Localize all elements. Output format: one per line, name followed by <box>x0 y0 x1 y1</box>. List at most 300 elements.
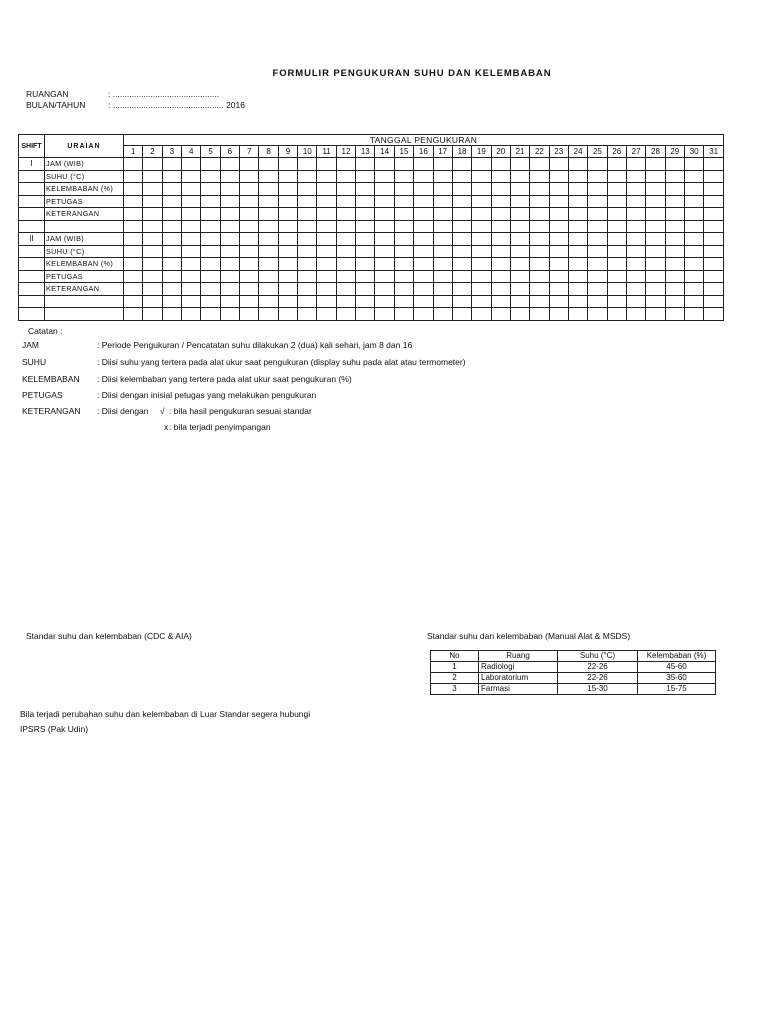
entry-cell <box>143 245 162 258</box>
entry-cell <box>626 258 645 271</box>
entry-cell <box>124 183 143 196</box>
note-term: KETERANGAN <box>22 406 81 416</box>
entry-cell <box>317 258 336 271</box>
note-keterangan-cont <box>0 422 740 432</box>
entry-cell <box>124 208 143 221</box>
entry-cell <box>201 233 220 246</box>
entry-cell <box>568 295 587 308</box>
entry-cell <box>684 220 703 233</box>
entry-cell <box>626 158 645 171</box>
entry-cell <box>414 270 433 283</box>
column-header-suhu: Suhu (°C) <box>558 651 638 662</box>
entry-cell <box>607 220 626 233</box>
entry-cell <box>510 158 529 171</box>
entry-cell <box>278 308 297 321</box>
entry-cell <box>588 270 607 283</box>
entry-cell <box>317 195 336 208</box>
uraian-header: URAIAN <box>45 135 124 158</box>
entry-cell <box>220 233 239 246</box>
day-number: 26 <box>607 146 626 158</box>
entry-cell <box>433 308 452 321</box>
entry-cell <box>162 208 181 221</box>
entry-cell <box>626 220 645 233</box>
entry-cell <box>549 195 568 208</box>
entry-cell <box>549 245 568 258</box>
entry-cell <box>684 308 703 321</box>
entry-cell <box>259 220 278 233</box>
entry-cell <box>220 258 239 271</box>
entry-cell <box>414 195 433 208</box>
entry-cell <box>684 258 703 271</box>
entry-cell <box>530 208 549 221</box>
entry-cell <box>375 170 394 183</box>
entry-cell <box>646 208 665 221</box>
shift-cell <box>19 270 45 283</box>
entry-cell <box>704 220 724 233</box>
entry-cell <box>124 295 143 308</box>
entry-cell <box>201 308 220 321</box>
entry-cell <box>704 158 724 171</box>
entry-cell <box>162 158 181 171</box>
entry-cell <box>665 258 684 271</box>
entry-cell <box>684 283 703 296</box>
entry-cell <box>124 283 143 296</box>
entry-cell <box>646 270 665 283</box>
entry-cell <box>549 258 568 271</box>
entry-cell <box>240 170 259 183</box>
day-number: 16 <box>414 146 433 158</box>
table-row <box>431 662 716 673</box>
entry-cell <box>646 258 665 271</box>
entry-cell <box>394 258 413 271</box>
day-number: 22 <box>530 146 549 158</box>
note-term: JAM <box>22 340 39 350</box>
entry-cell <box>704 283 724 296</box>
entry-cell <box>259 270 278 283</box>
entry-cell <box>472 195 491 208</box>
entry-cell <box>375 220 394 233</box>
entry-cell <box>568 233 587 246</box>
entry-cell <box>452 270 471 283</box>
table-row <box>19 195 724 208</box>
entry-cell <box>607 270 626 283</box>
entry-cell <box>259 170 278 183</box>
entry-cell <box>298 158 317 171</box>
day-number: 24 <box>568 146 587 158</box>
table-row <box>19 295 724 308</box>
entry-cell <box>452 245 471 258</box>
bulan-tahun-label: BULAN/TAHUN <box>26 100 86 110</box>
entry-cell <box>124 270 143 283</box>
day-number: 25 <box>588 146 607 158</box>
entry-cell <box>646 195 665 208</box>
entry-cell <box>259 283 278 296</box>
table-row <box>19 283 724 296</box>
mark-description: : bila terjadi penyimpangan <box>169 422 271 432</box>
entry-cell <box>182 195 201 208</box>
entry-cell <box>452 283 471 296</box>
uraian-cell: PETUGAS <box>45 270 124 283</box>
entry-cell <box>240 208 259 221</box>
entry-cell <box>704 170 724 183</box>
entry-cell <box>684 170 703 183</box>
day-number: 18 <box>452 146 471 158</box>
entry-cell <box>240 295 259 308</box>
entry-cell <box>240 270 259 283</box>
cell-no: 1 <box>431 662 479 673</box>
entry-cell <box>433 258 452 271</box>
entry-cell <box>259 308 278 321</box>
entry-cell <box>568 270 587 283</box>
entry-cell <box>510 195 529 208</box>
entry-cell <box>510 220 529 233</box>
shift-cell <box>19 195 45 208</box>
entry-cell <box>433 170 452 183</box>
entry-cell <box>317 245 336 258</box>
day-number: 13 <box>356 146 375 158</box>
entry-cell <box>298 245 317 258</box>
day-number: 6 <box>220 146 239 158</box>
entry-cell <box>201 208 220 221</box>
entry-cell <box>530 283 549 296</box>
entry-cell <box>336 158 355 171</box>
entry-cell <box>356 270 375 283</box>
entry-cell <box>317 233 336 246</box>
entry-cell <box>588 308 607 321</box>
entry-cell <box>278 283 297 296</box>
entry-cell <box>491 233 510 246</box>
entry-cell <box>607 233 626 246</box>
entry-cell <box>394 195 413 208</box>
entry-cell <box>124 170 143 183</box>
entry-cell <box>549 220 568 233</box>
cell-no: 2 <box>431 673 479 684</box>
entry-cell <box>336 308 355 321</box>
page-title: FORMULIR PENGUKURAN SUHU DAN KELEMBABAN <box>272 68 552 79</box>
uraian-cell: JAM (WIB) <box>45 233 124 246</box>
entry-cell <box>510 308 529 321</box>
entry-cell <box>665 308 684 321</box>
entry-cell <box>356 158 375 171</box>
entry-cell <box>491 158 510 171</box>
entry-cell <box>143 308 162 321</box>
cell-ruang: Laboratorium <box>479 673 558 684</box>
entry-cell <box>530 295 549 308</box>
entry-cell <box>646 295 665 308</box>
entry-cell <box>530 233 549 246</box>
entry-cell <box>530 195 549 208</box>
entry-cell <box>143 233 162 246</box>
shift-cell <box>19 245 45 258</box>
day-number: 28 <box>646 146 665 158</box>
entry-cell <box>317 170 336 183</box>
entry-cell <box>588 233 607 246</box>
shift-cell: I <box>19 158 45 171</box>
entry-cell <box>182 308 201 321</box>
entry-cell <box>491 195 510 208</box>
entry-cell <box>259 258 278 271</box>
day-number: 8 <box>259 146 278 158</box>
entry-cell <box>182 158 201 171</box>
entry-cell <box>220 220 239 233</box>
entry-cell <box>143 295 162 308</box>
entry-cell <box>626 295 645 308</box>
entry-cell <box>607 195 626 208</box>
entry-cell <box>491 170 510 183</box>
entry-cell <box>182 295 201 308</box>
entry-cell <box>124 158 143 171</box>
column-header-kelembaban: Kelembaban (%) <box>638 651 716 662</box>
entry-cell <box>220 158 239 171</box>
table-row <box>19 208 724 221</box>
entry-cell <box>162 308 181 321</box>
entry-cell <box>549 208 568 221</box>
note-kelembaban <box>0 374 740 384</box>
entry-cell <box>298 183 317 196</box>
standard-cdc-aia-title: Standar suhu dan kelembaban (CDC & AIA) <box>26 631 192 641</box>
entry-cell <box>375 245 394 258</box>
entry-cell <box>220 295 239 308</box>
entry-cell <box>665 220 684 233</box>
entry-cell <box>414 295 433 308</box>
entry-cell <box>588 158 607 171</box>
cell-ruang: Radiologi <box>479 662 558 673</box>
entry-cell <box>665 295 684 308</box>
entry-cell <box>356 220 375 233</box>
entry-cell <box>414 170 433 183</box>
entry-cell <box>568 308 587 321</box>
entry-cell <box>452 158 471 171</box>
entry-cell <box>240 258 259 271</box>
uraian-cell: JAM (WIB) <box>45 158 124 171</box>
entry-cell <box>124 195 143 208</box>
entry-cell <box>317 220 336 233</box>
entry-cell <box>162 220 181 233</box>
entry-cell <box>684 295 703 308</box>
table-row <box>19 220 724 233</box>
day-number: 29 <box>665 146 684 158</box>
entry-cell <box>491 308 510 321</box>
entry-cell <box>549 283 568 296</box>
day-number: 14 <box>375 146 394 158</box>
ruangan-value: : ............................................. <box>108 89 219 99</box>
entry-cell <box>530 308 549 321</box>
entry-cell <box>162 258 181 271</box>
entry-cell <box>182 258 201 271</box>
entry-cell <box>278 220 297 233</box>
entry-cell <box>162 270 181 283</box>
entry-cell <box>394 270 413 283</box>
entry-cell <box>472 258 491 271</box>
entry-cell <box>588 258 607 271</box>
entry-cell <box>646 233 665 246</box>
entry-cell <box>568 283 587 296</box>
entry-cell <box>588 170 607 183</box>
entry-cell <box>317 283 336 296</box>
entry-cell <box>414 158 433 171</box>
entry-cell <box>646 245 665 258</box>
entry-cell <box>143 220 162 233</box>
entry-cell <box>472 283 491 296</box>
entry-cell <box>394 170 413 183</box>
entry-cell <box>510 245 529 258</box>
day-header-row <box>19 146 724 158</box>
entry-cell <box>607 283 626 296</box>
cell-suhu: 22-26 <box>558 662 638 673</box>
entry-cell <box>704 295 724 308</box>
entry-cell <box>665 195 684 208</box>
entry-cell <box>433 158 452 171</box>
entry-cell <box>182 245 201 258</box>
entry-cell <box>684 245 703 258</box>
uraian-cell: PETUGAS <box>45 195 124 208</box>
entry-cell <box>452 233 471 246</box>
entry-cell <box>356 208 375 221</box>
entry-cell <box>510 183 529 196</box>
cell-no: 3 <box>431 684 479 695</box>
tanggal-header: TANGGAL PENGUKURAN <box>124 135 724 146</box>
entry-cell <box>336 258 355 271</box>
note-desc: : Diisi dengan inisial petugas yang melakukan pengukuran <box>97 390 317 400</box>
entry-cell <box>201 158 220 171</box>
entry-cell <box>646 170 665 183</box>
cell-kelembaban: 45-60 <box>638 662 716 673</box>
day-number: 19 <box>472 146 491 158</box>
entry-cell <box>298 220 317 233</box>
entry-cell <box>162 170 181 183</box>
cell-kelembaban: 35-60 <box>638 673 716 684</box>
entry-cell <box>356 245 375 258</box>
entry-cell <box>278 158 297 171</box>
entry-cell <box>336 270 355 283</box>
table-row <box>431 673 716 684</box>
entry-cell <box>472 183 491 196</box>
cell-ruang: Farmasi <box>479 684 558 695</box>
entry-cell <box>298 170 317 183</box>
column-header-ruang: Ruang <box>479 651 558 662</box>
entry-cell <box>588 245 607 258</box>
uraian-cell: KETERANGAN <box>45 283 124 296</box>
entry-cell <box>646 158 665 171</box>
entry-cell <box>240 158 259 171</box>
note-suhu <box>0 357 740 367</box>
entry-cell <box>240 195 259 208</box>
entry-cell <box>626 208 645 221</box>
ruangan-label: RUANGAN <box>26 89 69 99</box>
entry-cell <box>433 283 452 296</box>
note-petugas <box>0 390 740 400</box>
entry-cell <box>356 295 375 308</box>
entry-cell <box>665 208 684 221</box>
entry-cell <box>433 220 452 233</box>
entry-cell <box>124 220 143 233</box>
entry-cell <box>143 183 162 196</box>
entry-cell <box>143 195 162 208</box>
entry-cell <box>143 283 162 296</box>
entry-cell <box>646 220 665 233</box>
entry-cell <box>704 308 724 321</box>
entry-cell <box>491 208 510 221</box>
uraian-cell <box>45 295 124 308</box>
entry-cell <box>201 295 220 308</box>
entry-cell <box>356 233 375 246</box>
entry-cell <box>414 245 433 258</box>
entry-cell <box>510 295 529 308</box>
entry-cell <box>626 283 645 296</box>
entry-cell <box>182 270 201 283</box>
entry-cell <box>278 170 297 183</box>
entry-cell <box>433 270 452 283</box>
uraian-cell <box>45 220 124 233</box>
bulan-tahun-value: : ............................................... 2016 <box>108 100 245 110</box>
entry-cell <box>201 170 220 183</box>
entry-cell <box>201 183 220 196</box>
day-number: 2 <box>143 146 162 158</box>
entry-cell <box>278 295 297 308</box>
entry-cell <box>201 283 220 296</box>
entry-cell <box>646 308 665 321</box>
table-row <box>431 684 716 695</box>
shift-cell <box>19 308 45 321</box>
day-number: 21 <box>510 146 529 158</box>
entry-cell <box>182 220 201 233</box>
entry-cell <box>162 283 181 296</box>
day-number: 7 <box>240 146 259 158</box>
uraian-cell <box>45 308 124 321</box>
entry-cell <box>414 220 433 233</box>
entry-cell <box>549 170 568 183</box>
entry-cell <box>433 183 452 196</box>
entry-cell <box>394 308 413 321</box>
entry-cell <box>607 208 626 221</box>
day-number: 27 <box>626 146 645 158</box>
entry-cell <box>240 283 259 296</box>
shift-cell <box>19 208 45 221</box>
entry-cell <box>414 233 433 246</box>
cell-suhu: 22-26 <box>558 673 638 684</box>
day-number: 11 <box>317 146 336 158</box>
entry-cell <box>588 220 607 233</box>
entry-cell <box>298 283 317 296</box>
entry-cell <box>530 270 549 283</box>
table-row <box>19 183 724 196</box>
entry-cell <box>336 283 355 296</box>
entry-cell <box>278 183 297 196</box>
entry-cell <box>375 295 394 308</box>
entry-cell <box>298 195 317 208</box>
entry-cell <box>201 220 220 233</box>
entry-cell <box>646 183 665 196</box>
entry-cell <box>201 258 220 271</box>
note-keterangan <box>0 406 740 416</box>
entry-cell <box>259 208 278 221</box>
entry-cell <box>510 283 529 296</box>
entry-cell <box>240 183 259 196</box>
entry-cell <box>626 270 645 283</box>
day-number: 15 <box>394 146 413 158</box>
entry-cell <box>375 270 394 283</box>
entry-cell <box>259 245 278 258</box>
entry-cell <box>356 308 375 321</box>
note-term: SUHU <box>22 357 47 367</box>
entry-cell <box>665 245 684 258</box>
entry-cell <box>510 258 529 271</box>
entry-cell <box>162 195 181 208</box>
column-header-no: No <box>431 651 479 662</box>
uraian-cell: KETERANGAN <box>45 208 124 221</box>
entry-cell <box>143 258 162 271</box>
entry-cell <box>240 233 259 246</box>
